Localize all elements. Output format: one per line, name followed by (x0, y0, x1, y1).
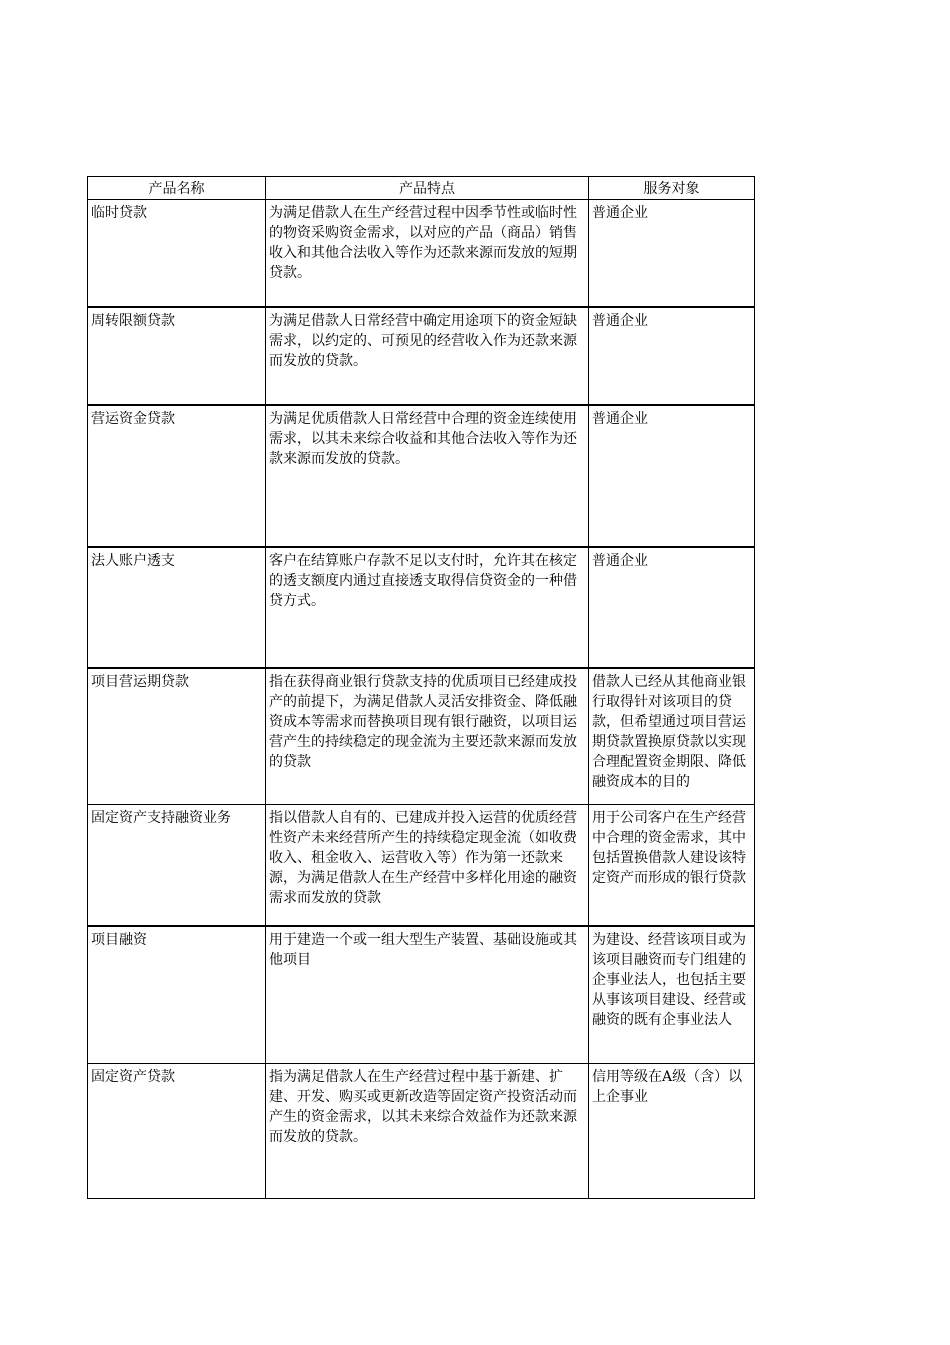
product-name-cell: 临时贷款 (88, 200, 266, 308)
product-feature-cell: 指为满足借款人在生产经营过程中基于新建、扩建、开发、购买或更新改造等固定资产投资活动而产生的资金需求，以其未来综合效益作为还款来源而发放的贷款。 (266, 1064, 589, 1199)
service-target-cell: 用于公司客户在生产经营中合理的资金需求，其中包括置换借款人建设该特定资产而形成的银行贷款 (589, 805, 755, 927)
header-row (88, 177, 755, 200)
service-target-cell: 普通企业 (589, 405, 755, 547)
table-row (88, 926, 755, 1064)
product-name-cell: 营运资金贷款 (88, 405, 266, 547)
service-target-cell: 为建设、经营该项目或为该项目融资而专门组建的企事业法人，也包括主要从事该项目建设、经营或融资的既有企事业法人 (589, 926, 755, 1064)
table-row (88, 200, 755, 308)
service-target-cell: 普通企业 (589, 200, 755, 308)
product-name-cell: 项目营运期贷款 (88, 668, 266, 805)
product-name-cell: 法人账户透支 (88, 547, 266, 668)
product-name-cell: 固定资产贷款 (88, 1064, 266, 1199)
product-feature-cell: 为满足借款人日常经营中确定用途项下的资金短缺需求，以约定的、可预见的经营收入作为还款来源而发放的贷款。 (266, 307, 589, 405)
product-feature-cell: 为满足优质借款人日常经营中合理的资金连续使用需求，以其未来综合收益和其他合法收入等作为还款来源而发放的贷款。 (266, 405, 589, 547)
table-row (88, 668, 755, 805)
header-product-feature: 产品特点 (266, 177, 589, 200)
header-product-name: 产品名称 (88, 177, 266, 200)
product-feature-cell: 客户在结算账户存款不足以支付时，允许其在核定的透支额度内通过直接透支取得信贷资金的一种借贷方式。 (266, 547, 589, 668)
table-row (88, 805, 755, 927)
service-target-cell: 借款人已经从其他商业银行取得针对该项目的贷款，但希望通过项目营运期贷款置换原贷款以实现合理配置资金期限、降低融资成本的目的 (589, 668, 755, 805)
header-service-target: 服务对象 (589, 177, 755, 200)
service-target-cell: 普通企业 (589, 547, 755, 668)
loan-products-table (87, 176, 755, 1199)
product-name-cell: 项目融资 (88, 926, 266, 1064)
product-feature-cell: 用于建造一个或一组大型生产装置、基础设施或其他项目 (266, 926, 589, 1064)
service-target-cell: 信用等级在A级（含）以上企事业 (589, 1064, 755, 1199)
table-row (88, 1064, 755, 1199)
table-row (88, 547, 755, 668)
product-name-cell: 固定资产支持融资业务 (88, 805, 266, 927)
product-name-cell: 周转限额贷款 (88, 307, 266, 405)
service-target-cell: 普通企业 (589, 307, 755, 405)
product-feature-cell: 指以借款人自有的、已建成并投入运营的优质经营性资产未来经营所产生的持续稳定现金流（如收费收入、租金收入、运营收入等）作为第一还款来源，为满足借款人在生产经营中多样化用途的融资需求而发放的贷款 (266, 805, 589, 927)
product-feature-cell: 指在获得商业银行贷款支持的优质项目已经建成投产的前提下，为满足借款人灵活安排资金、降低融资成本等需求而替换项目现有银行融资，以项目运营产生的持续稳定的现金流为主要还款来源而发放的贷款 (266, 668, 589, 805)
table-row (88, 307, 755, 405)
product-feature-cell: 为满足借款人在生产经营过程中因季节性或临时性的物资采购资金需求，以对应的产品（商品）销售收入和其他合法收入等作为还款来源而发放的短期贷款。 (266, 200, 589, 308)
table-row (88, 405, 755, 547)
